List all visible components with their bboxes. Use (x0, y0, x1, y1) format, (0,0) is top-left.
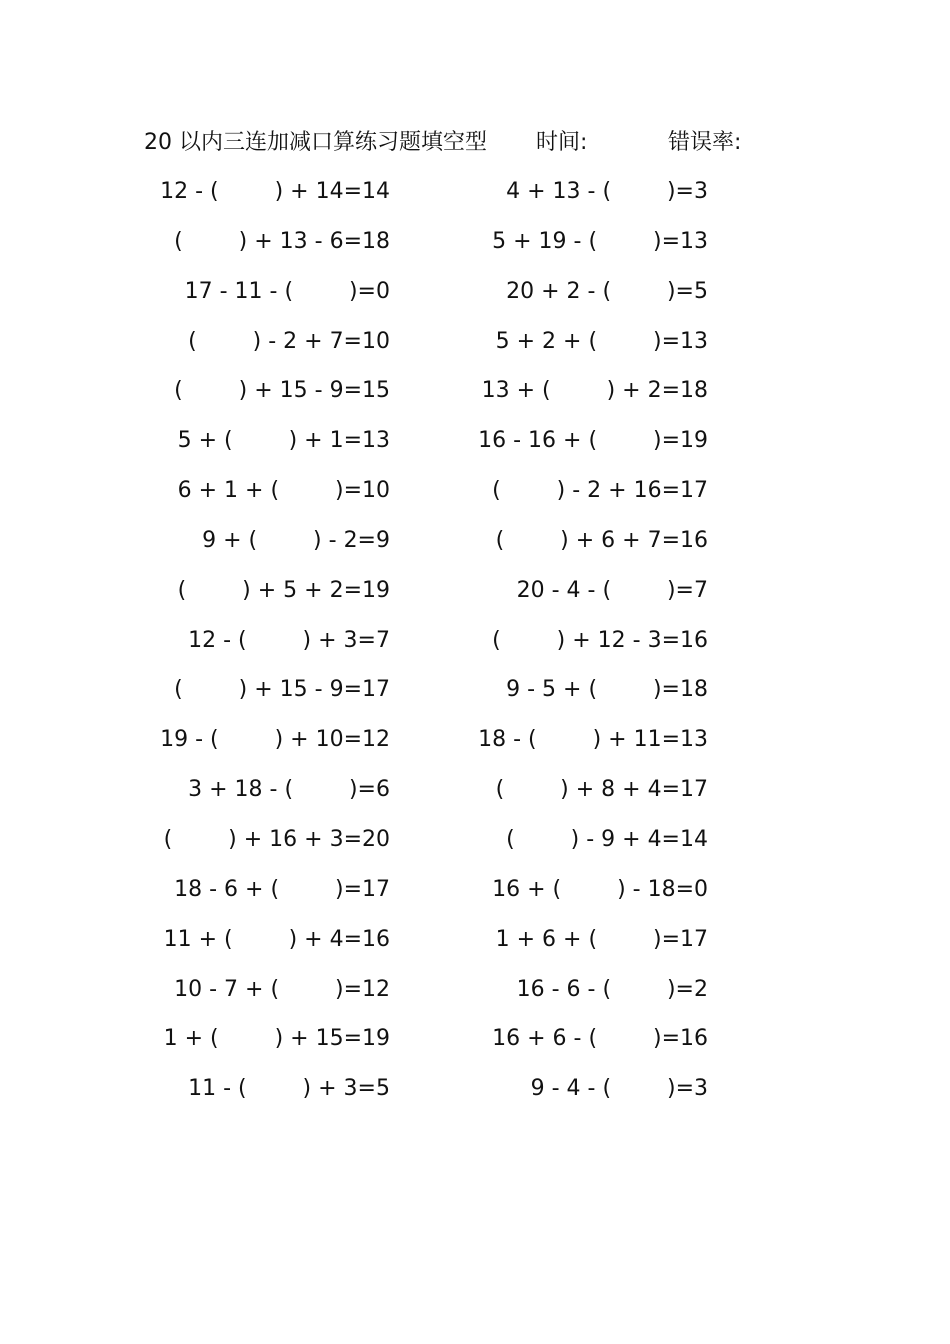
worksheet-title: 20 以内三连加减口算练习题填空型 (144, 130, 487, 155)
problem-row: 9 - 5 + ( )=18 (506, 677, 708, 703)
problem-row: 19 - ( ) + 10=12 (160, 727, 390, 753)
problem-row: 5 + 19 - ( )=13 (492, 228, 708, 254)
problem-row: 11 + ( ) + 4=16 (163, 926, 390, 952)
problem-row: 9 + ( ) - 2=9 (202, 527, 390, 553)
problem-row: 11 - ( ) + 3=5 (188, 1076, 390, 1102)
problem-row: ( ) + 6 + 7=16 (495, 527, 708, 553)
problem-row: ( ) - 9 + 4=14 (506, 826, 708, 852)
problem-row: 18 - 6 + ( )=17 (174, 876, 390, 902)
problem-row: 20 - 4 - ( )=7 (516, 577, 708, 603)
problem-row: 9 - 4 - ( )=3 (530, 1076, 708, 1102)
problem-row: ( ) + 8 + 4=17 (495, 777, 708, 803)
problem-row: 5 + ( ) + 1=13 (177, 428, 390, 454)
problem-row: 3 + 18 - ( )=6 (188, 777, 390, 803)
worksheet-header (144, 125, 784, 161)
problem-row: ( ) + 5 + 2=19 (177, 577, 390, 603)
problem-row: 1 + ( ) + 15=19 (163, 1026, 390, 1052)
problem-row: 6 + 1 + ( )=10 (177, 478, 390, 504)
problem-row: ( ) - 2 + 16=17 (492, 478, 708, 504)
right-problem-column (408, 172, 708, 1119)
problem-row: 16 + 6 - ( )=16 (492, 1026, 708, 1052)
left-problem-column (90, 172, 390, 1119)
problem-row: 10 - 7 + ( )=12 (174, 976, 390, 1002)
problem-row: 16 - 16 + ( )=19 (478, 428, 708, 454)
problem-row: ( ) + 15 - 9=17 (174, 677, 390, 703)
problem-row: ( ) - 2 + 7=10 (188, 328, 390, 354)
error-rate-label: 错误率: (668, 130, 742, 155)
problem-row: 12 - ( ) + 3=7 (188, 627, 390, 653)
problem-row: ( ) + 13 - 6=18 (174, 228, 390, 254)
problem-row: 16 - 6 - ( )=2 (516, 976, 708, 1002)
problem-row: 1 + 6 + ( )=17 (495, 926, 708, 952)
problem-row: ( ) + 12 - 3=16 (492, 627, 708, 653)
problem-row: 5 + 2 + ( )=13 (495, 328, 708, 354)
problem-row: ( ) + 16 + 3=20 (163, 826, 390, 852)
problem-row: 16 + ( ) - 18=0 (492, 876, 708, 902)
problem-row: 17 - 11 - ( )=0 (184, 278, 390, 304)
problem-row: ( ) + 15 - 9=15 (174, 378, 390, 404)
problem-row: 4 + 13 - ( )=3 (506, 179, 708, 204)
problem-row: 18 - ( ) + 11=13 (478, 727, 708, 753)
problem-row: 20 + 2 - ( )=5 (506, 278, 708, 304)
problem-row: 13 + ( ) + 2=18 (481, 378, 708, 404)
time-label: 时间: (536, 130, 588, 155)
problem-row: 12 - ( ) + 14=14 (160, 179, 390, 204)
